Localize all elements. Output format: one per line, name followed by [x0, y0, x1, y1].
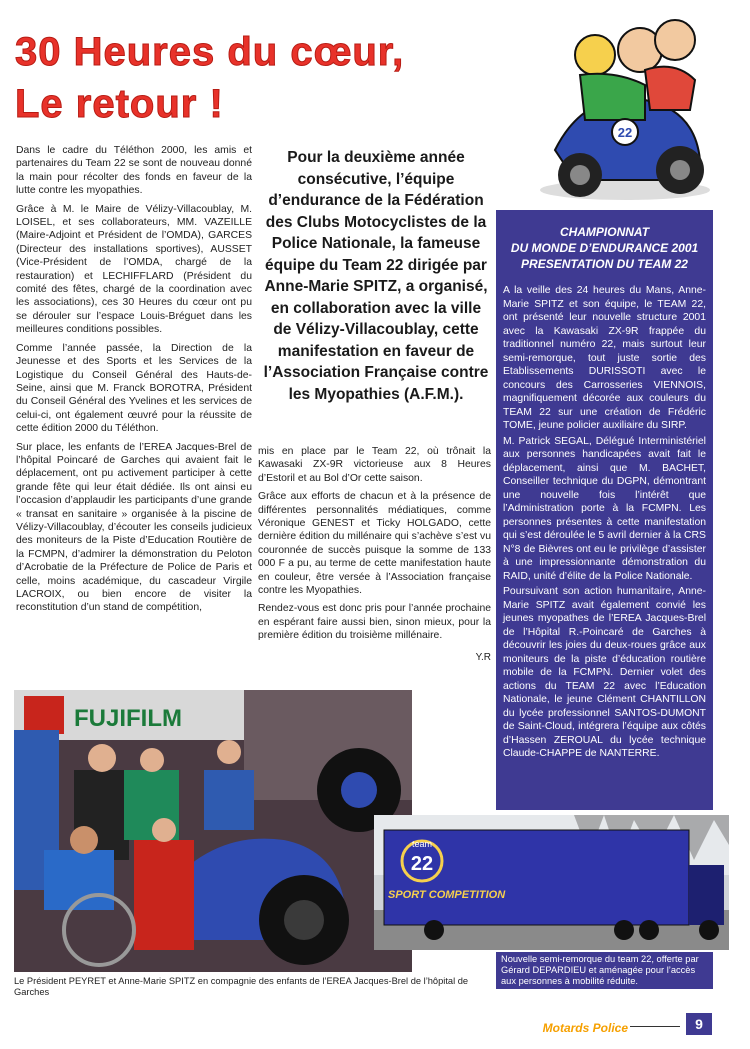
box-heading-line: PRESENTATION DU TEAM 22 — [521, 257, 688, 271]
box-heading-line: DU MONDE D’ENDURANCE 2001 — [510, 241, 699, 255]
box-paragraph: A la veille des 24 heures du Mans, Anne-Marie SPITZ et son équipe, le TEAM 22, ont présenté leur nouvelle structure 2001 avec la Kawasaki ZX-9R frappée du traditionnel numéro 22, mais surtout leur semi-remorque, tout juste sortie des Etablissements DURISSOTI avec le concours des Carrosseries VIENNOIS, magnifiquement décorée aux couleurs du TEAM 22 sur une création de Frédéric TOME, jeune policier auxiliaire du SIRP. — [503, 285, 706, 431]
cartoon-illustration — [525, 0, 725, 205]
title-line-1: 30 Heures du cœur, — [15, 30, 405, 74]
title-line-2: Le retour ! — [15, 82, 224, 126]
photo-children-motorbike — [14, 690, 412, 972]
paragraph: Comme l’année passée, la Direction de la Jeunesse et des Sports et les Services de la Logistique du Conseil Général des Hauts-de-Seine, ainsi que M. Franck BOROTRA, Président du Conseil Général des Yvelines et les services de celui-ci, ont également œuvré pour la réussite de cette édition 2000 du Téléthon. — [16, 342, 252, 435]
page-number: 9 — [686, 1013, 712, 1035]
box-heading-line: CHAMPIONNAT — [559, 225, 650, 239]
box-paragraph: M. Patrick SEGAL, Délégué Interministériel aux personnes handicapées avait fait le déplacement, ainsi que M. BACHET, Conseiller technique du DGPN, démontrant une nouvelle fois l’intérêt que l’Administration porte à la FCMPN. Les personnes présentes à cette manifestation qui s’est déroulée le 5 avril dernier à la CRS N°8 de Bièvres ont eu le privilège d’assister à une impressionnante démonstration du RAID, unité d’élite de la Police Nationale. — [503, 435, 706, 582]
fujifilm-banner: FUJIFILM — [74, 705, 182, 732]
magazine-logo — [543, 1021, 628, 1035]
paragraph: Dans le cadre du Téléthon 2000, les amis et partenaires du Team 22 se sont de nouveau donné la main pour récolter des fonds en faveur de la lutte contre les myopathies. — [16, 145, 252, 197]
photo-1-caption: Le Président PEYRET et Anne-Marie SPITZ en compagnie des enfants de l’EREA Jacques-Brel de l’hôpital de Garches — [14, 976, 469, 997]
box-paragraph: Poursuivant son action humanitaire, Anne-Marie SPITZ avait également convié les jeunes myopathes de l’EREA Jacques-Brel de l’Hôpital R.-Poincaré de Garches à découvrir les joies du deux-roues grâce aux moniteurs de la piste d’éducation routière mobile de la FCMPN. Dernier volet des actions du TEAM 22 avec l’Education Nationale, le jeune Clément CHANTILLON du lycée professionnel SANTOS-DUMONT de Saint-Cloud, intégrera l’équipe aux côtés d’Hassen ZEROUAL du lycée technique Claude-CHAPPE de NANTERRE. — [503, 586, 706, 759]
paragraph: Grâce aux efforts de chacun et à la présence de différentes personnalités médiatiques, comme Véronique GENEST et Ticky HOLGADO, cette dernière édition du millénaire qui s’achève s’est vu couronnée de succès puisque la somme de 133 000 F a pu, au terme de cette manifestation haute en couleur, être versée à l’Association française contre les Myopathies. — [258, 491, 491, 597]
photo-2-caption: Nouvelle semi-remorque du team 22, offerte par Gérard DEPARDIEU et aménagée pour l’accès aux personnes à mobilité réduite. — [496, 952, 713, 989]
cartoon-plate-number: 22 — [617, 125, 633, 140]
text-column-2 — [258, 445, 491, 664]
paragraph: mis en place par le Team 22, où trônait la Kawasaki ZX-9R victorieuse aux 8 Heures d’Estoril et au Bol d’Or cette saison. — [258, 446, 491, 484]
truck-sport-competition: SPORT COMPETITION — [388, 889, 506, 901]
photo-truck — [374, 815, 729, 950]
championship-box — [496, 210, 713, 810]
magazine-logo-text: Motards Police — [542, 1021, 628, 1035]
paragraph: Sur place, les enfants de l’EREA Jacques-Brel de l’hôpital Poincaré de Garches qui avaient fait le déplacement, ont pu activement participer à cette grande fête qui leur était dédiée. Ils ont ainsi eu l’occasion d’applaudir les participants d’une grande « transat en sanitaire » organisée à la piscine de Vélizy-Villacoublay, d’écouter les conseils judicieux des moniteurs de la Piste d’Education Routière de la FCMPN, d’admirer la démonstration du Peloton d’Acrobatie de la Préfecture de Police de Paris et celle, moins académique, du cascadeur Virgile LACROIX, ou bien encore de visiter la reconstitution d’un stand de compétition, — [16, 441, 252, 614]
box-body — [496, 272, 713, 761]
lead-paragraph: Pour la deuxième année consécutive, l’équipe d’endurance de la Fédération des Clubs Motocyclistes de la Police Nationale, la fameuse équipe du Team 22 dirigée par Anne-Marie SPITZ, a organisé, en collaboration avec la ville de Vélizy-Villacoublay, cette manifestation en faveur de l’Association Française contre les Myopathies (A.F.M.). — [263, 149, 489, 403]
truck-logo-number: 22 — [410, 853, 434, 875]
article-title — [15, 26, 415, 130]
footer-rule — [630, 1026, 680, 1027]
text-column-1 — [16, 144, 252, 620]
paragraph: Grâce à M. le Maire de Vélizy-Villacoublay, M. LOISEL, et ses collaborateurs, MM. VAZEILLE (Maire-Adjoint et Président de l’OMDA), GARCES (Directeur des installations sportives), AUSSET (Vice-Président de l’OMDA, chargé de la restauration) et LECHIFFLARD (Président du comité des fêtes, chargé de la coordination avec les associations), ces 30 Heures du cœur ont pu se dérouler sur l’espace Louis-Bréguet dans les meilleures conditions possibles. — [16, 203, 252, 336]
truck-logo-team: team — [411, 839, 433, 849]
box-heading — [496, 210, 713, 272]
paragraph: Rendez-vous est donc pris pour l’année prochaine en espérant faire aussi bien, sinon mieux, pour la première édition du troisième millénaire. — [258, 603, 491, 642]
author-signature: Y.R — [475, 651, 491, 663]
